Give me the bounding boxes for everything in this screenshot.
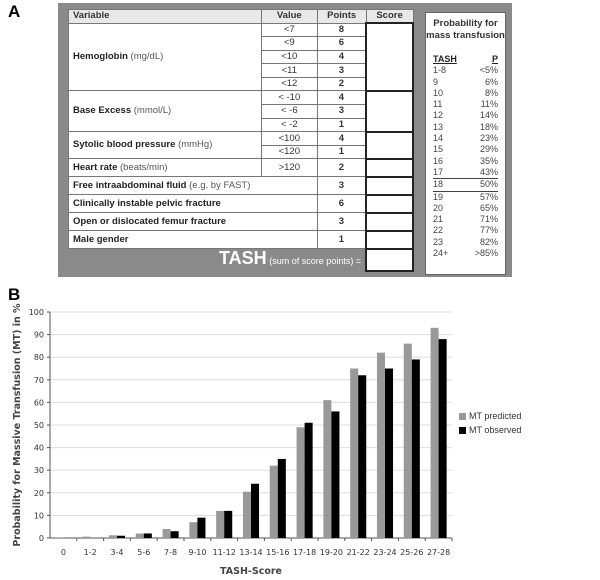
points-cell: 3 [317, 64, 366, 78]
table-row [69, 195, 414, 213]
bar-mt-predicted [377, 353, 385, 538]
score-input-box[interactable] [366, 213, 413, 231]
panel-b-letter: B [8, 285, 21, 304]
probability-row [433, 110, 498, 121]
bar-mt-predicted [82, 537, 90, 538]
bar-mt-predicted [163, 529, 171, 538]
value-cell: <11 [261, 64, 317, 78]
bar-mt-predicted [323, 400, 331, 538]
legend-item-predicted [459, 411, 521, 421]
tash-value: 11 [433, 99, 443, 110]
x-tick-label: 13-14 [239, 548, 263, 557]
tash-value: 20 [433, 202, 444, 213]
points-cell: 1 [317, 231, 366, 249]
x-axis-label: TASH-Score [220, 566, 282, 577]
bar-mt-predicted [243, 492, 251, 538]
tash-value: 22 [433, 225, 444, 236]
header-points: Points [317, 10, 366, 24]
points-cell: 3 [317, 177, 366, 195]
tash-value: 19 [433, 191, 444, 202]
score-input-box[interactable] [366, 231, 413, 249]
p-value: 65% [479, 202, 498, 213]
panel-a-letter: A [8, 2, 21, 21]
points-cell: 1 [317, 145, 366, 159]
bar-mt-observed [305, 423, 313, 538]
p-value: >85% [474, 248, 498, 259]
value-cell: < -6 [261, 105, 317, 119]
tash-value: 1-8 [433, 65, 447, 76]
tash-value: 16 [433, 155, 444, 166]
x-tick-label: 25-26 [400, 548, 424, 557]
probability-title: Probability for mass transfusion [426, 18, 505, 41]
value-cell: < -2 [261, 118, 317, 132]
points-cell: 6 [317, 195, 366, 213]
p-value: 71% [479, 214, 498, 225]
probability-panel [425, 12, 506, 275]
probability-row [433, 65, 498, 76]
x-tick-label: 11-12 [212, 548, 236, 557]
x-tick-label: 23-24 [373, 548, 397, 557]
table-row [69, 132, 414, 146]
header-value: Value [261, 10, 317, 24]
y-axis-label: Probability for Massive Transfusion (MT) in % [12, 303, 23, 547]
y-tick-label: 20 [33, 488, 44, 498]
points-cell: 4 [317, 132, 366, 146]
p-value: 50% [466, 179, 498, 191]
p-value: 35% [479, 155, 498, 166]
points-cell: 1 [317, 118, 366, 132]
bar-mt-observed [331, 411, 339, 538]
x-tick-label: 27-28 [426, 548, 451, 557]
probability-row [433, 237, 498, 248]
table-row [69, 213, 414, 231]
bar-mt-observed [224, 511, 232, 538]
p-value: 77% [479, 225, 498, 236]
variable-base_excess: Base Excess (mmol/L) [69, 91, 262, 132]
probability-row [433, 179, 498, 191]
variable-pelvic: Clinically instable pelvic fracture [69, 195, 318, 213]
y-tick-label: 60 [33, 398, 44, 408]
value-cell: <12 [261, 77, 317, 91]
probability-row [433, 214, 498, 225]
legend-swatch-predicted [459, 413, 466, 420]
bar-mt-predicted [270, 466, 278, 538]
tash-value: 13 [433, 121, 444, 132]
legend-item-observed [459, 425, 521, 435]
tash-value: 10 [433, 87, 444, 98]
bar-mt-predicted [109, 535, 117, 538]
tash-scorecard [58, 3, 512, 277]
y-tick-label: 90 [33, 330, 44, 340]
variable-hemoglobin: Hemoglobin (mg/dL) [69, 23, 262, 91]
p-value: 43% [479, 166, 498, 177]
p-value: 18% [479, 121, 498, 132]
x-tick-label: 1-2 [83, 548, 97, 557]
value-cell: < -10 [261, 91, 317, 105]
x-tick-label: 17-18 [292, 548, 317, 557]
value-cell: >120 [261, 159, 317, 177]
value-cell: <100 [261, 132, 317, 146]
probability-row [433, 167, 498, 179]
bar-mt-predicted [189, 522, 197, 538]
variable-femur: Open or dislocated femur fracture [69, 213, 318, 231]
y-tick-label: 70 [33, 375, 44, 385]
x-tick-label: 3-4 [110, 548, 124, 557]
y-tick-label: 100 [28, 308, 44, 317]
value-cell: <7 [261, 23, 317, 37]
p-value: 82% [479, 236, 498, 247]
table-header [69, 10, 414, 24]
y-tick-label: 80 [33, 353, 44, 363]
score-input-box[interactable] [366, 91, 413, 132]
points-cell: 3 [317, 105, 366, 119]
tash-value: 23 [433, 236, 444, 247]
score-input-box[interactable] [366, 132, 413, 159]
p-value: 14% [479, 110, 498, 121]
p-value: 6% [484, 76, 498, 87]
bar-mt-predicted [350, 369, 358, 539]
tash-value: 21 [433, 214, 444, 225]
bar-mt-observed [278, 459, 286, 538]
probability-row [433, 248, 498, 259]
bar-mt-predicted [404, 344, 412, 538]
bar-mt-observed [171, 531, 179, 538]
points-cell: 4 [317, 50, 366, 64]
p-value: 8% [484, 87, 498, 98]
x-tick-label: 9-10 [188, 548, 207, 557]
tash-value: 15 [433, 144, 444, 155]
tash-sum-row [69, 249, 414, 271]
table-row [69, 23, 414, 37]
probability-row [433, 77, 498, 88]
bar-mt-predicted [55, 537, 63, 538]
variable-heart-rate: Heart rate (beats/min) [69, 159, 262, 177]
value-cell: <9 [261, 37, 317, 51]
legend-swatch-observed [459, 427, 466, 434]
p-value: 57% [479, 191, 498, 202]
probability-row [433, 225, 498, 236]
header-variable: Variable [69, 10, 262, 24]
points-cell: 3 [317, 213, 366, 231]
table-row [69, 159, 414, 177]
bar-mt-observed [412, 359, 420, 538]
variable-sbp: Sytolic blood pressure (mmHg) [69, 132, 262, 159]
tash-value: 18 [433, 179, 466, 191]
probability-table [433, 54, 498, 259]
probability-row [433, 191, 498, 203]
bar-mt-observed [197, 518, 205, 538]
y-tick-label: 10 [33, 511, 44, 521]
table-row [69, 91, 414, 105]
x-tick-label: 19-20 [319, 548, 344, 557]
x-tick-label: 15-16 [266, 548, 290, 557]
score-input-box[interactable] [366, 177, 413, 195]
bar-mt-predicted [297, 427, 305, 538]
probability-row [433, 203, 498, 214]
x-tick-label: 7-8 [164, 548, 178, 557]
variable-male: Male gender [69, 231, 318, 249]
y-tick-label: 40 [33, 443, 44, 453]
p-value: <5% [479, 65, 498, 76]
p-value: 23% [479, 133, 498, 144]
x-tick-label: 0 [60, 548, 66, 557]
points-cell: 2 [317, 77, 366, 91]
x-tick-label: 5-6 [137, 548, 151, 557]
table-row [69, 231, 414, 249]
tash-value: 14 [433, 133, 444, 144]
probability-row [433, 99, 498, 110]
y-tick-label: 50 [33, 421, 44, 430]
table-row [69, 177, 414, 195]
tash-value: 24+ [433, 248, 449, 259]
bar-mt-predicted [216, 511, 224, 538]
points-cell: 6 [317, 37, 366, 51]
bar-mt-observed [358, 375, 366, 538]
legend-label: MT predicted [469, 411, 522, 421]
p-value: 11% [480, 99, 498, 110]
tash-value: 17 [433, 166, 444, 177]
p-value: 29% [479, 144, 498, 155]
value-cell: <10 [261, 50, 317, 64]
bar-mt-predicted [136, 533, 144, 538]
tash-value: 12 [433, 110, 444, 121]
header-score: Score [366, 10, 413, 24]
bar-mt-observed [385, 369, 393, 539]
col-tash: TASH [433, 54, 457, 64]
probability-row [433, 156, 498, 167]
bar-mt-observed [439, 339, 447, 538]
probability-row [433, 133, 498, 144]
probability-row [433, 122, 498, 133]
x-tick-label: 21-22 [346, 548, 370, 557]
bar-mt-observed [144, 533, 152, 538]
tash-total-box[interactable] [366, 249, 413, 271]
bar-mt-observed [117, 536, 125, 538]
y-tick-label: 30 [33, 466, 44, 476]
col-p: P [491, 54, 498, 64]
score-input-box[interactable] [366, 159, 413, 177]
legend-label: MT observed [469, 425, 522, 435]
bar-mt-predicted [431, 328, 439, 538]
tash-sum-label: TASH (sum of score points) = [69, 249, 367, 271]
tash-score-table [68, 9, 414, 272]
points-cell: 4 [317, 91, 366, 105]
score-input-box[interactable] [366, 195, 413, 213]
value-cell: <120 [261, 145, 317, 159]
probability-row [433, 88, 498, 99]
points-cell: 8 [317, 23, 366, 37]
tash-value: 9 [433, 76, 439, 87]
points-cell: 2 [317, 159, 366, 177]
score-input-box[interactable] [366, 23, 413, 91]
probability-row [433, 144, 498, 155]
variable-fluid: Free intraabdominal fluid (e.g. by FAST) [69, 177, 318, 195]
bar-mt-observed [251, 484, 259, 538]
y-tick-label: 0 [38, 534, 44, 543]
